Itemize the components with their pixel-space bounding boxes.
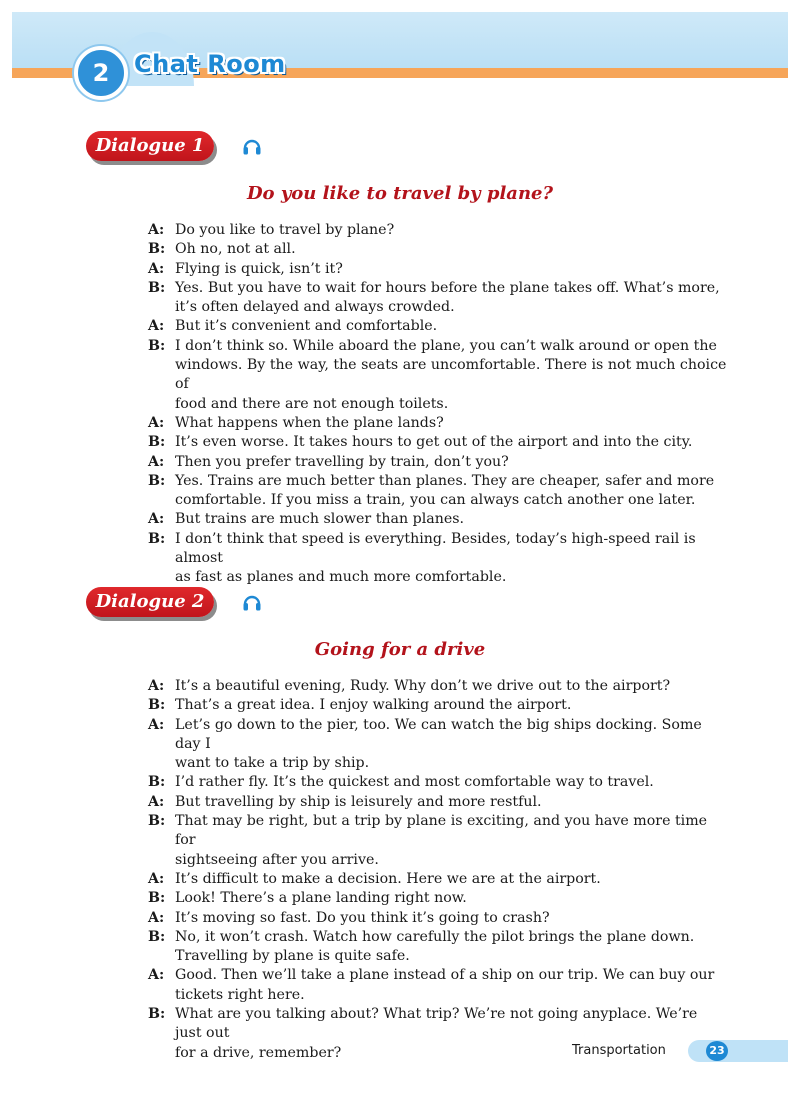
speaker: B:	[148, 774, 166, 791]
speaker: B:	[148, 241, 166, 258]
section-number-badge: 2	[74, 46, 128, 100]
line-text: I don’t think that speed is everything. Besides, today’s high-speed rail is almost as fast as planes and much more comfortable.	[175, 530, 696, 586]
line-text: But it’s convenient and comfortable.	[175, 318, 438, 335]
speaker: A:	[148, 678, 165, 694]
speaker: A:	[148, 716, 165, 733]
dialogue-line	[148, 240, 728, 259]
line-text: It’s moving so fast. Do you think it’s going to crash?	[175, 909, 550, 926]
speaker: B:	[148, 697, 166, 714]
line-text: It’s a beautiful evening, Rudy. Why don’t we drive out to the airport?	[175, 678, 671, 694]
dialogue-line	[148, 317, 728, 336]
speaker: B:	[148, 434, 166, 451]
dialogue-line	[148, 716, 728, 774]
dialogue-1-title: Do you like to travel by plane?	[246, 183, 554, 204]
line-text: Yes. Trains are much better than planes. They are cheaper, safer and more comfortable. If you miss a train, you can always catch another one later.	[175, 472, 715, 509]
line-text: Let’s go down to the pier, too. We can watch the big ships docking. Some day I want to take a trip by ship.	[175, 716, 702, 772]
line-text: What happens when the plane lands?	[175, 414, 444, 431]
page-number: 23	[706, 1041, 728, 1061]
dialogue-line	[148, 530, 728, 588]
speaker: A:	[148, 260, 165, 277]
dialogue-1-label: Dialogue 1	[86, 131, 214, 161]
line-text: Good. Then we’ll take a plane instead of a ship on our trip. We can buy our tickets right here.	[175, 967, 715, 1003]
speaker: A:	[148, 967, 165, 984]
line-text: But trains are much slower than planes.	[175, 511, 465, 528]
dialogue-line	[148, 337, 728, 414]
speaker: A:	[148, 222, 165, 238]
footer-band	[688, 1040, 788, 1062]
line-text: What are you talking about? What trip? We’re not going anyplace. We’re just out for a drive, remember?	[175, 1006, 698, 1061]
dialogue-line	[148, 773, 728, 792]
footer-chapter-label: Transportation	[572, 1043, 666, 1058]
section-title: Chat Room	[134, 50, 286, 78]
speaker: A:	[148, 453, 165, 470]
dialogue-line	[148, 510, 728, 529]
dialogue-1-lines	[148, 221, 728, 588]
line-text: That may be right, but a trip by plane is exciting, and you have more time for sightseeing after you arrive.	[175, 813, 708, 868]
line-text: Oh no, not at all.	[175, 241, 296, 258]
speaker: B:	[148, 279, 166, 296]
line-text: That’s a great idea. I enjoy walking around the airport.	[175, 697, 572, 714]
line-text: Then you prefer travelling by train, don’t you?	[175, 453, 509, 470]
line-text: It’s even worse. It takes hours to get out of the airport and into the city.	[175, 434, 693, 451]
dialogue-line	[148, 696, 728, 715]
dialogue-line	[148, 414, 728, 433]
line-text: I’d rather fly. It’s the quickest and most comfortable way to travel.	[175, 774, 654, 791]
dialogue-line	[148, 909, 728, 928]
dialogue-2-label: Dialogue 2	[86, 587, 214, 617]
headphones-icon[interactable]	[242, 593, 262, 613]
dialogue-line	[148, 928, 728, 967]
speaker: A:	[148, 870, 165, 887]
line-text: Yes. But you have to wait for hours before the plane takes off. What’s more, it’s often delayed and always crowded.	[175, 279, 720, 316]
speaker: A:	[148, 511, 165, 528]
dialogue-line	[148, 870, 728, 889]
dialogue-line	[148, 221, 728, 240]
line-text: Do you like to travel by plane?	[175, 222, 395, 238]
dialogue-line	[148, 812, 728, 870]
line-text: Flying is quick, isn’t it?	[175, 260, 343, 277]
dialogue-line	[148, 279, 728, 318]
speaker: A:	[148, 793, 165, 810]
speaker: B:	[148, 928, 166, 945]
line-text: But travelling by ship is leisurely and more restful.	[175, 793, 542, 810]
line-text: I don’t think so. While aboard the plane, you can’t walk around or open the windows. By the way, the seats are uncomfortable. There is not much choice of food and there are not enough toilets.	[175, 337, 727, 412]
line-text: It’s difficult to make a decision. Here we are at the airport.	[175, 870, 601, 887]
speaker: B:	[148, 472, 166, 489]
line-text: Look! There’s a plane landing right now.	[175, 890, 467, 907]
dialogue-line	[148, 472, 728, 511]
dialogue-line	[148, 260, 728, 279]
speaker: A:	[148, 909, 165, 926]
speaker: B:	[148, 890, 166, 907]
dialogue-line	[148, 966, 728, 1005]
line-text: No, it won’t crash. Watch how carefully the pilot brings the plane down. Travelling by plane is quite safe.	[175, 928, 695, 965]
dialogue-line	[148, 453, 728, 472]
dialogue-line	[148, 677, 728, 696]
speaker: B:	[148, 337, 166, 354]
dialogue-line	[148, 889, 728, 908]
headphones-icon[interactable]	[242, 137, 262, 157]
speaker: A:	[148, 318, 165, 335]
dialogue-line	[148, 793, 728, 812]
dialogue-2-title: Going for a drive	[314, 639, 486, 660]
dialogue-line	[148, 433, 728, 452]
dialogue-2-lines	[148, 677, 728, 1063]
speaker: A:	[148, 414, 165, 431]
speaker: B:	[148, 813, 166, 830]
speaker: B:	[148, 1006, 166, 1023]
speaker: B:	[148, 530, 166, 547]
